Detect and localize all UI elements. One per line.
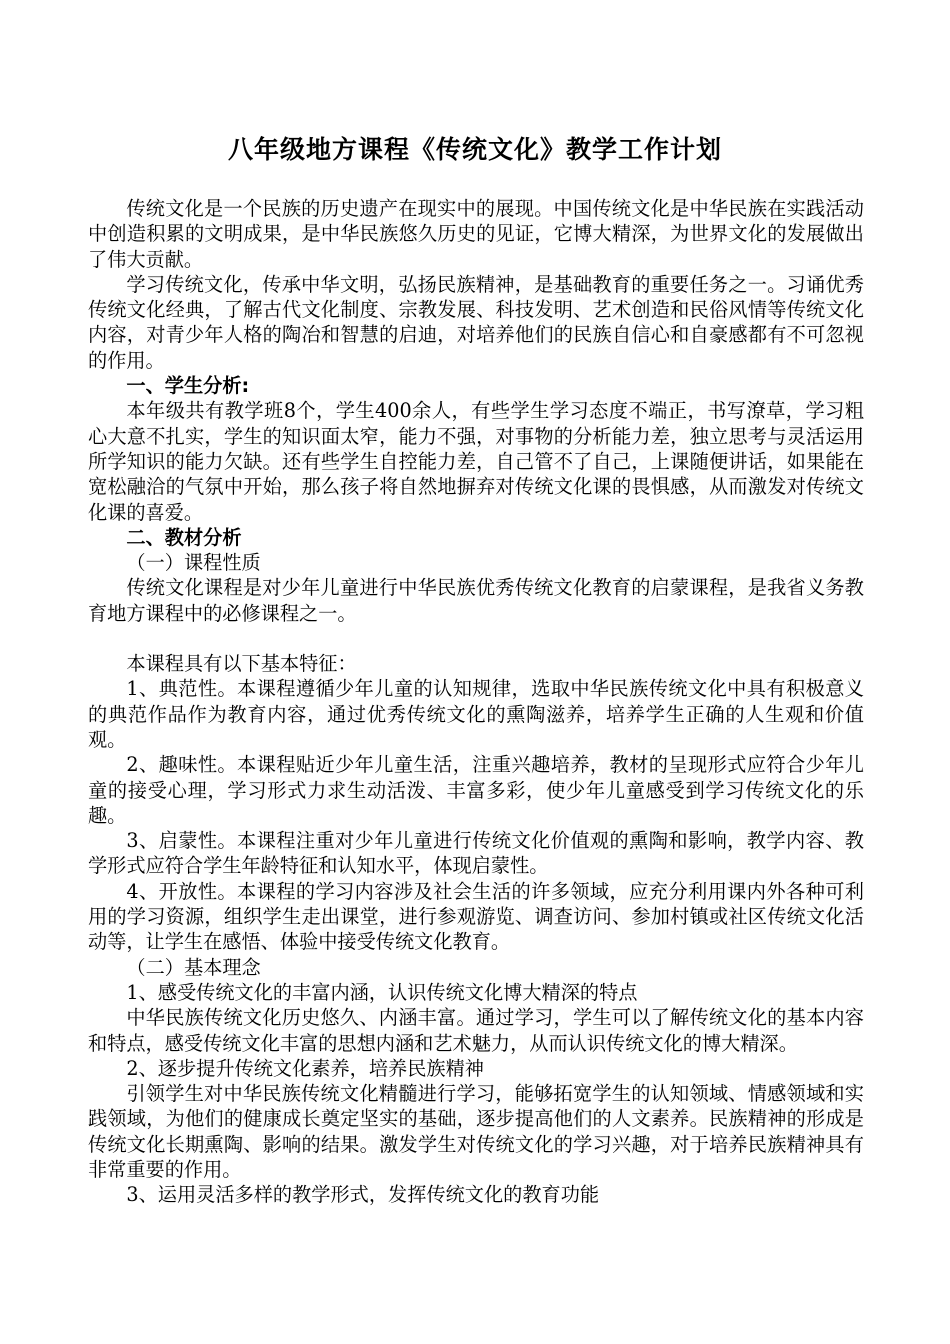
document-title: 八年级地方课程《传统文化》教学工作计划 [227, 135, 722, 164]
paragraph-concept-2-body: 引领学生对中华民族传统文化精髓进行学习，能够拓宽学生的认知领域、情感领域和实践领域，为他们的健康成长奠定坚实的基础，逐步提高他们的人文素养。民族精神的形成是传统文化长期熏陶、影响的结果。激发学生对传统文化的学习兴趣，对于培养民族精神具有非常重要的作用。 [88, 1082, 864, 1181]
paragraph-concept-3-title: 3、运用灵活多样的教学形式，发挥传统文化的教育功能 [126, 1183, 600, 1207]
paragraph-course-nature: 传统文化课程是对少年儿童进行中华民族优秀传统文化教育的启蒙课程，是我省义务教育地方课程中的必修课程之一。 [88, 576, 864, 625]
document-body [88, 196, 864, 1208]
paragraph-student-analysis: 本年级共有教学班8个，学生400余人，有些学生学习态度不端正，书写潦草，学习粗心大意不扎实，学生的知识面太窄，能力不强，对事物的分析能力差，独立思考与灵活运用所学知识的能力欠缺。还有些学生自控能力差，自己管不了自己，上课随便讲话，如果能在宽松融洽的气氛中开始，那么孩子将自然地摒弃对传统文化课的畏惧感，从而激发对传统文化课的喜爱。 [88, 399, 864, 524]
paragraph-intro-2: 学习传统文化，传承中华文明，弘扬民族精神，是基础教育的重要任务之一。习诵优秀传统文化经典，了解古代文化制度、宗教发展、科技发明、艺术创造和民俗风情等传统文化内容，对青少年人格的陶冶和智慧的启迪，对培养他们的民族自信心和自豪感都有不可忽视的作用。 [88, 272, 864, 372]
paragraph-intro-1: 传统文化是一个民族的历史遗产在现实中的展现。中国传统文化是中华民族在实践活动中创造积累的文明成果，是中华民族悠久历史的见证，它博大精深，为世界文化的发展做出了伟大贡献。 [88, 197, 864, 271]
paragraph-feature-4: 4、开放性。本课程的学习内容涉及社会生活的许多领域，应充分利用课内外各种可利用的学习资源，组织学生走出课堂，进行参观游览、调查访问、参加村镇或社区传统文化活动等，让学生在感悟、体验中接受传统文化教育。 [88, 879, 864, 954]
paragraph-concept-1-body: 中华民族传统文化历史悠久、内涵丰富。通过学习，学生可以了解传统文化的基本内容和特点，感受传统文化丰富的思想内涵和艺术魅力，从而认识传统文化的博大精深。 [88, 1006, 864, 1055]
paragraph-concept-2-title: 2、逐步提升传统文化素养，培养民族精神 [126, 1056, 484, 1080]
subheading-course-nature: （一）课程性质 [126, 551, 261, 575]
section-heading-textbook-analysis: 二、教材分析 [126, 525, 242, 549]
paragraph-feature-3: 3、启蒙性。本课程注重对少年儿童进行传统文化价值观的熏陶和影响，教学内容、教学形式应符合学生年龄特征和认知水平，体现启蒙性。 [88, 829, 864, 878]
paragraph-features-intro: 本课程具有以下基本特征： [126, 652, 357, 676]
subheading-basic-concepts: （二）基本理念 [126, 955, 261, 979]
paragraph-concept-1-title: 1、感受传统文化的丰富内涵，认识传统文化博大精深的特点 [126, 980, 638, 1004]
section-heading-student-analysis: 一、学生分析: [126, 374, 250, 398]
paragraph-feature-1: 1、典范性。本课程遵循少年儿童的认知规律，选取中华民族传统文化中具有积极意义的典范作品作为教育内容，通过优秀传统文化的熏陶滋养，培养学生正确的人生观和价值观。 [88, 677, 864, 751]
paragraph-feature-2: 2、趣味性。本课程贴近少年儿童生活，注重兴趣培养，教材的呈现形式应符合少年儿童的接受心理，学习形式力求生动活泼、丰富多彩，使少年儿童感受到学习传统文化的乐趣。 [88, 753, 864, 827]
